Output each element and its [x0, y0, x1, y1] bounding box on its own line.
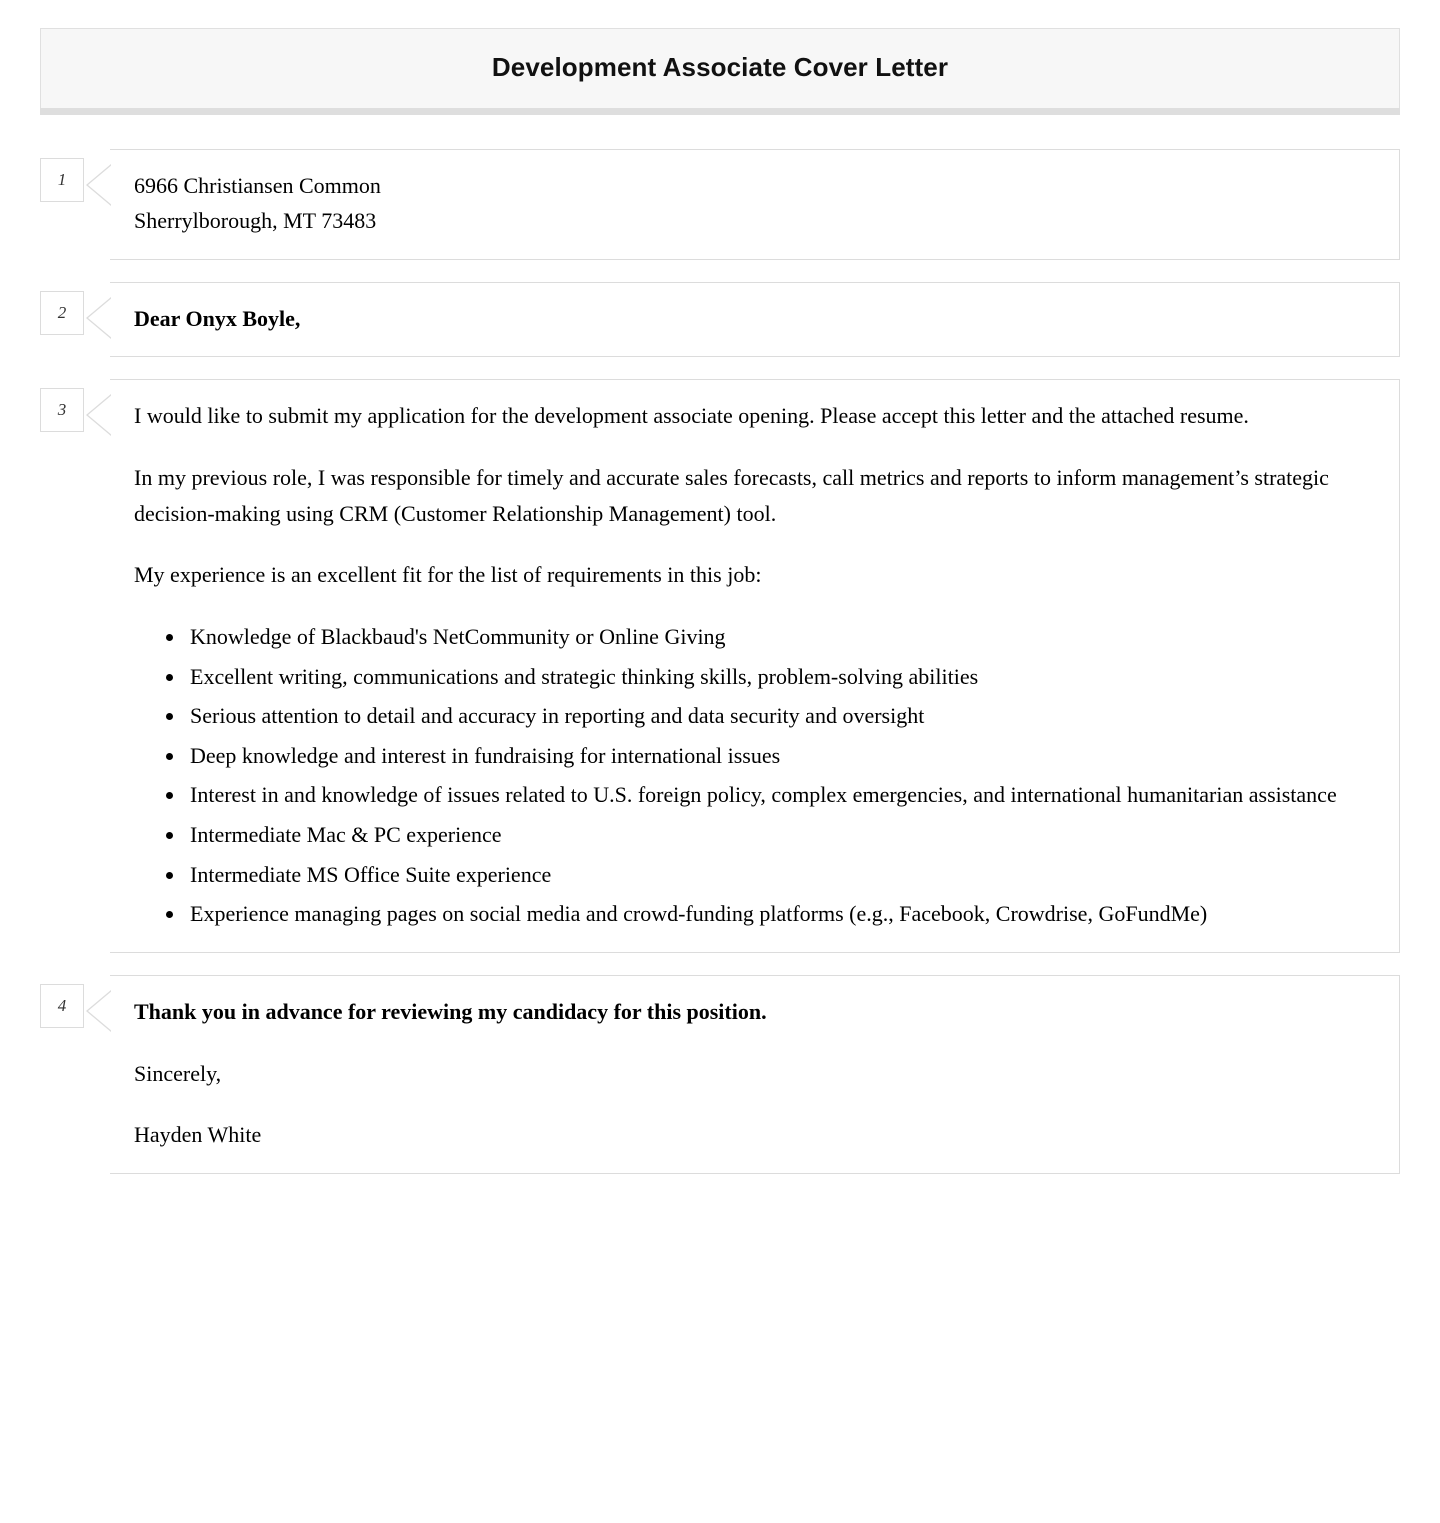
- closing-signature: Hayden White: [134, 1122, 262, 1148]
- body-paragraph-1: I would like to submit my application for the development associate opening. Please accept this letter and the attached resume.: [134, 403, 1249, 429]
- sender-address-bubble: [110, 149, 1400, 260]
- section-number-badge: 2: [40, 291, 84, 335]
- header-underbar: [40, 108, 1400, 115]
- bubble-pointer-icon: [84, 282, 112, 358]
- bubble-pointer-icon: [84, 149, 112, 260]
- section-number-badge: 1: [40, 158, 84, 202]
- list-item: • Excellent writing, communications and strategic thinking skills, problem-solving abilities: [186, 659, 1375, 695]
- bubble-pointer-icon: [84, 975, 112, 1174]
- letter-body-bubble: [110, 379, 1400, 953]
- list-item: • Knowledge of Blackbaud's NetCommunity or Online Giving: [186, 619, 1375, 655]
- section-salutation: [40, 282, 1400, 358]
- salutation-text: Dear Onyx Boyle,: [134, 305, 301, 331]
- list-item: • Intermediate MS Office Suite experience: [186, 857, 1375, 893]
- letter-sections: [40, 149, 1400, 1174]
- page-title: Development Associate Cover Letter: [491, 52, 949, 82]
- section-sender-address: [40, 149, 1400, 260]
- list-item: • Experience managing pages on social media and crowd-funding platforms (e.g., Facebook, Crowdrise, GoFundMe): [186, 896, 1375, 932]
- list-item: • Serious attention to detail and accuracy in reporting and data security and oversight: [186, 698, 1375, 734]
- section-letter-body: [40, 379, 1400, 953]
- closing-signoff: Sincerely,: [134, 1060, 222, 1086]
- cover-letter-page: [0, 28, 1440, 1174]
- salutation-bubble: [110, 282, 1400, 358]
- list-item: • Deep knowledge and interest in fundraising for international issues: [186, 738, 1375, 774]
- header-panel: [40, 28, 1400, 108]
- list-item: • Interest in and knowledge of issues related to U.S. foreign policy, complex emergencies, and international humanitarian assistance: [186, 777, 1375, 813]
- address-line-1: 6966 Christiansen Common: [134, 172, 381, 198]
- body-paragraph-3: My experience is an excellent fit for the list of requirements in this job:: [134, 562, 762, 588]
- document-header: [40, 28, 1400, 115]
- section-number-badge: 3: [40, 388, 84, 432]
- closing-thanks: Thank you in advance for reviewing my candidacy for this position.: [134, 998, 767, 1024]
- list-item: • Intermediate Mac & PC experience: [186, 817, 1375, 853]
- address-line-2: Sherrylborough, MT 73483: [134, 208, 377, 234]
- section-number-badge: 4: [40, 984, 84, 1028]
- body-paragraph-2: In my previous role, I was responsible for timely and accurate sales forecasts, call metrics and reports to inform management’s strategic decision-making using CRM (Customer Relationship Management) tool.: [134, 465, 1329, 526]
- requirements-list: [134, 619, 1375, 932]
- section-closing: [40, 975, 1400, 1174]
- address-block: [134, 168, 1375, 239]
- closing-bubble: [110, 975, 1400, 1174]
- bubble-pointer-icon: [84, 379, 112, 953]
